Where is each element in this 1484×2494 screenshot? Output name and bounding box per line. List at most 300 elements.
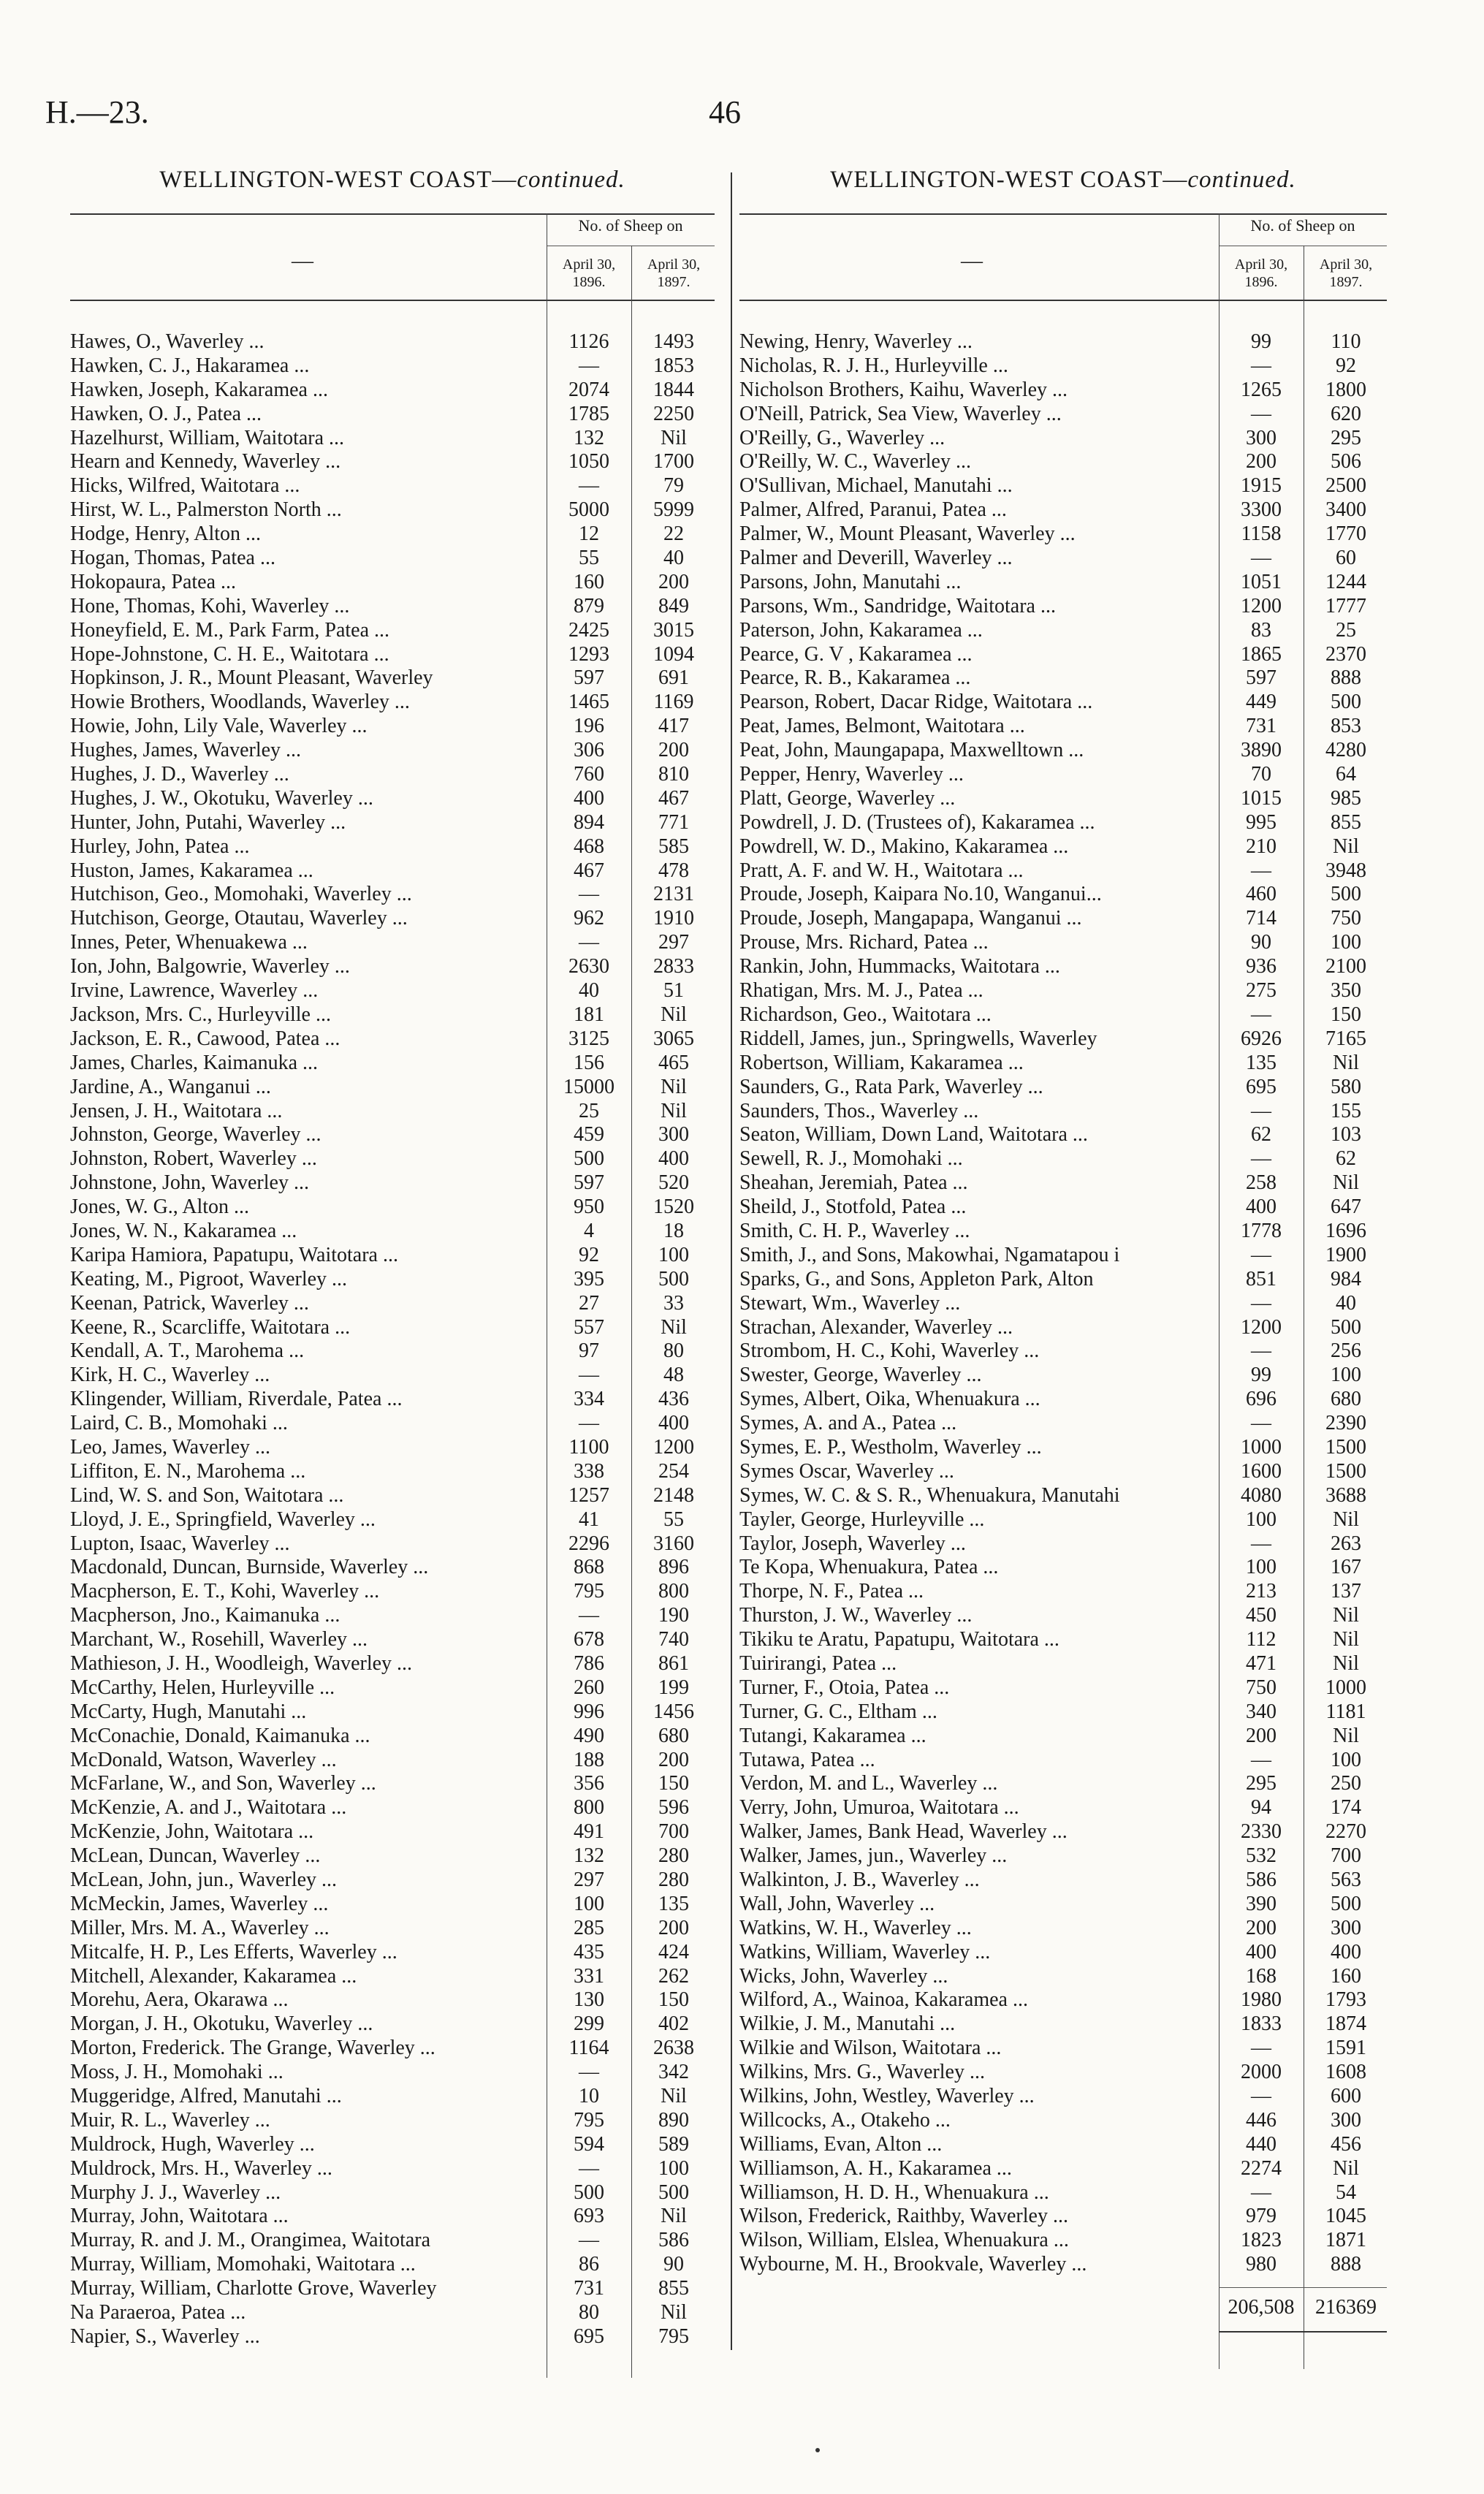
table-row — [70, 1893, 715, 1917]
sheep-1897: 506 — [1331, 450, 1361, 474]
owner-name: Verry, John, Umuroa, Waitotara ... — [739, 1796, 1019, 1820]
owner-name: Hutchison, Geo., Momohaki, Waverley ... — [70, 883, 412, 906]
sheep-1897: Nil — [1333, 1508, 1359, 1531]
owner-name: Keene, R., Scarcliffe, Waitotara ... — [70, 1315, 351, 1339]
owner-name: Rhatigan, Mrs. M. J., Patea ... — [739, 979, 983, 1003]
table-row — [739, 379, 1387, 403]
sheep-1896: 500 — [574, 1147, 604, 1171]
table-row — [739, 1796, 1387, 1820]
sheep-1896: 62 — [1251, 1123, 1271, 1147]
sheep-1896: 132 — [574, 426, 604, 449]
sheep-1897: 2500 — [1325, 474, 1366, 498]
table-row — [739, 403, 1387, 427]
owner-name: Hopkinson, J. R., Mount Pleasant, Waverley — [70, 666, 433, 690]
sheep-1897: Nil — [1333, 1604, 1359, 1627]
sheep-1897: 280 — [658, 1868, 689, 1891]
owner-name: Ion, John, Balgowrie, Waverley ... — [70, 955, 350, 978]
owner-name: McFarlane, W., and Son, Waverley ... — [70, 1772, 376, 1795]
sheep-1896: 500 — [574, 2181, 604, 2204]
sheep-1897: 3065 — [653, 1027, 694, 1050]
sheep-1896: 851 — [1246, 1267, 1276, 1290]
sheep-1897: 7165 — [1325, 1027, 1366, 1050]
sheep-1897: 1800 — [1325, 378, 1366, 401]
sheep-1897: 800 — [658, 1580, 689, 1603]
owner-name: Stewart, Wm., Waverley ... — [739, 1291, 961, 1315]
sheep-1897: 589 — [658, 2132, 689, 2156]
sheep-1897: 400 — [658, 1147, 689, 1171]
table-row — [739, 1580, 1387, 1604]
owner-name: Pearce, R. B., Kakaramea ... — [739, 666, 971, 690]
sheep-1897: 199 — [658, 1676, 689, 1699]
owner-name: Taylor, Joseph, Waverley ... — [739, 1532, 966, 1555]
sheep-1897: Nil — [1333, 2156, 1359, 2180]
owner-name: Hodge, Henry, Alton ... — [70, 522, 262, 546]
table-row — [70, 1700, 715, 1725]
sheep-1896: 2000 — [1241, 2061, 1282, 2084]
sheep-1897: 2131 — [653, 883, 694, 906]
sheep-1896: 300 — [1246, 426, 1276, 449]
sheep-1897: 680 — [658, 1724, 689, 1747]
owner-name: Hughes, J. D., Waverley ... — [70, 763, 289, 786]
owner-name: Innes, Peter, Whenuakewa ... — [70, 931, 308, 954]
sheep-1897: 3400 — [1325, 498, 1366, 522]
sheep-1896: 200 — [1246, 1916, 1276, 1939]
sheep-1896: 83 — [1251, 618, 1271, 642]
sheep-1897: 90 — [663, 2253, 684, 2276]
table-row — [739, 1436, 1387, 1460]
owner-name: Lind, W. S. and Son, Waitotara ... — [70, 1483, 344, 1507]
sheep-1897: 5999 — [653, 498, 694, 522]
table-row — [70, 1988, 715, 2012]
sheep-1897: Nil — [661, 2085, 687, 2108]
table-row — [739, 979, 1387, 1003]
sheep-1897: 18 — [663, 1219, 684, 1242]
owner-name: Hawken, C. J., Hakaramea ... — [70, 354, 310, 377]
owner-name: Robertson, William, Kakaramea ... — [739, 1051, 1024, 1074]
sheep-1896: 3890 — [1241, 739, 1282, 762]
owner-name: Wilkie, J. M., Manutahi ... — [739, 2012, 956, 2036]
owner-name: Thurston, J. W., Waverley ... — [739, 1604, 973, 1627]
owner-name: Hirst, W. L., Palmerston North ... — [70, 498, 342, 522]
sheep-1897: 1777 — [1325, 594, 1366, 617]
sheep-1897: 1181 — [1325, 1700, 1366, 1723]
owner-name: Leo, James, Waverley ... — [70, 1435, 271, 1459]
sheep-1897: 1696 — [1325, 1219, 1366, 1242]
sheep-1896: 597 — [574, 1171, 604, 1195]
sheep-1896: 490 — [574, 1724, 604, 1747]
table-row — [739, 2253, 1387, 2277]
sheep-1897: 771 — [658, 810, 689, 834]
sheep-1896: 40 — [579, 979, 599, 1003]
table-row — [739, 450, 1387, 474]
sheep-1896: 213 — [1246, 1580, 1276, 1603]
left-group-label: No. of Sheep on — [578, 216, 683, 235]
sheep-1897: 100 — [658, 2156, 689, 2180]
sheep-1897: 48 — [663, 1364, 684, 1387]
sheep-1897: 40 — [1336, 1291, 1356, 1315]
owner-name: Swester, George, Waverley ... — [739, 1364, 982, 1387]
table-row — [739, 1700, 1387, 1725]
table-row — [70, 474, 715, 498]
table-row — [70, 1076, 715, 1100]
sheep-1897: 861 — [658, 1651, 689, 1675]
owner-name: Peat, James, Belmont, Waitotara ... — [739, 715, 1025, 738]
owner-name: Marchant, W., Rosehill, Waverley ... — [70, 1628, 368, 1651]
sheep-1897: 262 — [658, 1964, 689, 1988]
table-row — [70, 619, 715, 643]
owner-name: Thorpe, N. F., Patea ... — [739, 1580, 924, 1603]
owner-name: McKenzie, John, Waitotara ... — [70, 1820, 314, 1844]
owner-name: Morgan, J. H., Okotuku, Waverley ... — [70, 2012, 373, 2036]
owner-name: Hicks, Wilfred, Waitotara ... — [70, 474, 300, 498]
sheep-1897: 2638 — [653, 2037, 694, 2060]
table-row — [70, 2157, 715, 2181]
owner-name: McCarty, Hugh, Manutahi ... — [70, 1700, 307, 1723]
sheep-1896: — — [1251, 354, 1271, 377]
owner-name: Johnston, Robert, Waverley ... — [70, 1147, 317, 1171]
sheep-1897: 580 — [1331, 1075, 1361, 1098]
sheep-1897: 750 — [1331, 907, 1361, 930]
sheep-1897: 150 — [658, 1772, 689, 1795]
table-row — [739, 811, 1387, 835]
table-row — [70, 1364, 715, 1388]
sheep-1896: 299 — [574, 2012, 604, 2036]
table-row — [739, 1868, 1387, 1893]
sheep-1897: 500 — [658, 1267, 689, 1290]
sheep-1896: 6926 — [1241, 1027, 1282, 1050]
owner-name: O'Neill, Patrick, Sea View, Waverley ... — [739, 402, 1062, 425]
owner-name: Hawken, Joseph, Kakaramea ... — [70, 378, 328, 401]
right-col2-header — [1304, 256, 1388, 291]
sheep-1896: 400 — [1246, 1940, 1276, 1963]
table-row — [70, 2133, 715, 2157]
table-row — [70, 1749, 715, 1773]
sheep-1896: 356 — [574, 1772, 604, 1795]
sheep-1897: 1244 — [1325, 570, 1366, 593]
table-row — [70, 498, 715, 522]
sheep-1896: 70 — [1251, 763, 1271, 786]
sheep-1897: 3015 — [653, 618, 694, 642]
sheep-1897: 200 — [658, 570, 689, 593]
sheep-1896: 2630 — [568, 955, 609, 978]
owner-name: Symes, W. C. & S. R., Whenuakura, Manutahi — [739, 1483, 1120, 1507]
sheep-1897: 2148 — [653, 1483, 694, 1507]
sheep-1897: 300 — [1331, 1916, 1361, 1939]
sheep-1897: 436 — [658, 1388, 689, 1411]
owner-name: Riddell, James, jun., Springwells, Waverley — [739, 1027, 1097, 1050]
sheep-1897: 3948 — [1325, 859, 1366, 882]
table-row — [70, 595, 715, 619]
sheep-1897: 297 — [658, 931, 689, 954]
sheep-1896: — — [1251, 2085, 1271, 2108]
sheep-1897: 100 — [658, 1243, 689, 1266]
owner-name: Hutchison, George, Otautau, Waverley ... — [70, 907, 408, 930]
owner-name: Jones, W. G., Alton ... — [70, 1195, 250, 1219]
owner-name: Lupton, Isaac, Waverley ... — [70, 1532, 290, 1555]
sheep-1897: 100 — [1331, 931, 1361, 954]
sheep-1896: 440 — [1246, 2132, 1276, 2156]
sheep-1896: 306 — [574, 739, 604, 762]
sheep-1896: 696 — [1246, 1388, 1276, 1411]
sheep-1897: Nil — [1333, 1628, 1359, 1651]
sheep-1897: 33 — [663, 1291, 684, 1315]
table-row — [70, 1725, 715, 1749]
sheep-1896: 168 — [1246, 1964, 1276, 1988]
sheep-1897: 54 — [1336, 2181, 1356, 2204]
owner-name: James, Charles, Kaimanuka ... — [70, 1051, 319, 1074]
sheep-1897: 456 — [1331, 2132, 1361, 2156]
table-row — [739, 619, 1387, 643]
sheep-1896: 1015 — [1241, 786, 1282, 810]
table-row — [739, 330, 1387, 354]
sheep-1897: 295 — [1331, 426, 1361, 449]
sheep-1896: 868 — [574, 1556, 604, 1579]
owner-name: Keenan, Patrick, Waverley ... — [70, 1291, 309, 1315]
sheep-1897: 1793 — [1325, 1988, 1366, 2012]
sheep-1897: 1500 — [1325, 1435, 1366, 1459]
owner-name: Hogan, Thomas, Patea ... — [70, 547, 275, 570]
sheep-1896: 1200 — [1241, 1315, 1282, 1339]
owner-name: McCarthy, Helen, Hurleyville ... — [70, 1676, 335, 1699]
sheep-1897: 200 — [658, 1748, 689, 1771]
owner-name: McLean, Duncan, Waverley ... — [70, 1844, 321, 1868]
sheep-1897: 135 — [658, 1892, 689, 1915]
table-row — [70, 2037, 715, 2061]
owner-name: Murray, William, Momohaki, Waitotara ... — [70, 2253, 416, 2276]
sheep-1897: 1608 — [1325, 2061, 1366, 2084]
sheep-1896: 467 — [574, 859, 604, 882]
table-row — [70, 907, 715, 931]
sheep-1896: — — [579, 1604, 599, 1627]
sheep-1896: 2274 — [1241, 2156, 1282, 2180]
table-row — [70, 955, 715, 979]
table-row — [70, 811, 715, 835]
table-row — [739, 1339, 1387, 1364]
table-row — [739, 1076, 1387, 1100]
owner-name: Symes, Albert, Oika, Whenuakura ... — [739, 1388, 1040, 1411]
owner-name: Muldrock, Mrs. H., Waverley ... — [70, 2156, 332, 2180]
sheep-1897: 1853 — [653, 354, 694, 377]
table-row — [739, 739, 1387, 763]
table-row — [739, 1893, 1387, 1917]
sheep-1896: 1833 — [1241, 2012, 1282, 2036]
owner-name: Saunders, Thos., Waverley ... — [739, 1099, 979, 1122]
sheep-1896: 258 — [1246, 1171, 1276, 1195]
sheep-1897: 563 — [1331, 1868, 1361, 1891]
sheep-1896: 295 — [1246, 1772, 1276, 1795]
sheep-1897: 160 — [1331, 1964, 1361, 1988]
table-row — [70, 1941, 715, 1965]
sheep-1896: — — [1251, 402, 1271, 425]
sheep-1896: — — [1251, 1099, 1271, 1122]
sheep-1896: 1257 — [568, 1483, 609, 1507]
sheep-1897: Nil — [661, 2301, 687, 2324]
sheep-1896: 1050 — [568, 450, 609, 474]
sheep-1896: 99 — [1251, 1364, 1271, 1387]
table-row — [739, 1844, 1387, 1868]
right-title-text: WELLINGTON-WEST COAST— — [830, 167, 1188, 193]
sheep-1896: 181 — [574, 1003, 604, 1026]
sheep-1896: 1785 — [568, 402, 609, 425]
right-col1-line2: 1896. — [1244, 274, 1278, 290]
sheep-1896: 586 — [1246, 1868, 1276, 1891]
sheep-1897: 691 — [658, 666, 689, 690]
table-row — [739, 2037, 1387, 2061]
sheep-1896: 950 — [574, 1195, 604, 1219]
owner-name: Richardson, Geo., Waitotara ... — [739, 1003, 992, 1026]
table-row — [739, 427, 1387, 451]
table-row — [70, 2301, 715, 2325]
sheep-1897: Nil — [1333, 1651, 1359, 1675]
owner-name: Walker, James, jun., Waverley ... — [739, 1844, 1008, 1868]
sheep-1896: 334 — [574, 1388, 604, 1411]
sheep-1896: 678 — [574, 1628, 604, 1651]
owner-name: Palmer and Deverill, Waverley ... — [739, 547, 1013, 570]
table-row — [739, 1003, 1387, 1027]
owner-name: Strombom, H. C., Kohi, Waverley ... — [739, 1339, 1040, 1363]
sheep-1896: 1778 — [1241, 1219, 1282, 1242]
sheep-1897: 1200 — [653, 1435, 694, 1459]
owner-name: Mathieson, J. H., Woodleigh, Waverley ... — [70, 1651, 413, 1675]
table-row — [739, 1725, 1387, 1749]
sheep-1896: — — [579, 883, 599, 906]
sheep-1897: 400 — [658, 1412, 689, 1435]
owner-name: Macdonald, Duncan, Burnside, Waverley ... — [70, 1556, 429, 1579]
owner-name: Strachan, Alexander, Waverley ... — [739, 1315, 1013, 1339]
sheep-1896: 297 — [574, 1868, 604, 1891]
sheep-1896: 112 — [1246, 1628, 1276, 1651]
sheep-1897: 888 — [1331, 666, 1361, 690]
sheep-1897: 795 — [658, 2324, 689, 2348]
sheep-1897: 1844 — [653, 378, 694, 401]
sheep-1897: 465 — [658, 1051, 689, 1074]
sheep-1897: 417 — [658, 715, 689, 738]
left-col2-line1: April 30, — [647, 256, 701, 273]
owner-name: Jackson, E. R., Cawood, Patea ... — [70, 1027, 340, 1050]
sheep-1896: 41 — [579, 1508, 599, 1531]
owner-name: Hughes, James, Waverley ... — [70, 739, 302, 762]
sheep-1897: 3160 — [653, 1532, 694, 1555]
table-row — [739, 907, 1387, 931]
sheep-1897: 890 — [658, 2108, 689, 2132]
sheep-1896: — — [1251, 1532, 1271, 1555]
table-row — [739, 1628, 1387, 1652]
sheep-1896: 2074 — [568, 378, 609, 401]
sheep-1897: 100 — [1331, 1748, 1361, 1771]
table-row — [70, 1868, 715, 1893]
sheep-1896: 80 — [579, 2301, 599, 2324]
table-row — [739, 2012, 1387, 2037]
table-row — [739, 1292, 1387, 1316]
right-rows — [739, 330, 1387, 2277]
table-row — [70, 450, 715, 474]
sheep-1897: 620 — [1331, 402, 1361, 425]
table-row — [739, 2157, 1387, 2181]
sheep-1896: 995 — [1246, 810, 1276, 834]
sheep-1896: 695 — [574, 2324, 604, 2348]
sheep-1897: Nil — [661, 426, 687, 449]
owner-name: Wilkins, Mrs. G., Waverley ... — [739, 2061, 985, 2084]
owner-name: Muldrock, Hugh, Waverley ... — [70, 2132, 315, 2156]
table-row — [70, 1820, 715, 1844]
sheep-1896: 1293 — [568, 642, 609, 666]
sheep-1897: 80 — [663, 1339, 684, 1363]
owner-name: Parsons, Wm., Sandridge, Waitotara ... — [739, 594, 1056, 617]
table-row — [739, 1772, 1387, 1796]
owner-name: Turner, G. C., Eltham ... — [739, 1700, 937, 1723]
owner-name: Seaton, William, Down Land, Waitotara ... — [739, 1123, 1088, 1147]
sheep-1896: 4080 — [1241, 1483, 1282, 1507]
owner-name: Muir, R. L., Waverley ... — [70, 2108, 270, 2132]
sheep-1897: 300 — [658, 1123, 689, 1147]
sheep-1897: 500 — [1331, 883, 1361, 906]
table-row — [739, 1388, 1387, 1412]
owner-name: Murray, R. and J. M., Orangimea, Waitotara — [70, 2229, 431, 2252]
table-row — [70, 1003, 715, 1027]
table-row — [739, 571, 1387, 595]
table-row — [70, 1532, 715, 1556]
right-total-top-rule — [1219, 2287, 1387, 2288]
sheep-1896: 99 — [1251, 330, 1271, 353]
owner-name: Hunter, John, Putahi, Waverley ... — [70, 810, 346, 834]
table-row — [70, 2205, 715, 2229]
sheep-1897: 810 — [658, 763, 689, 786]
owner-name: Tayler, George, Hurleyville ... — [739, 1508, 985, 1531]
owner-name: McKenzie, A. and J., Waitotara ... — [70, 1796, 347, 1820]
right-col1-line1: April 30, — [1234, 256, 1288, 273]
sheep-1897: 647 — [1331, 1195, 1361, 1219]
sheep-1896: 695 — [1246, 1075, 1276, 1098]
owner-name: Symes, A. and A., Patea ... — [739, 1412, 957, 1435]
owner-name: Mitcalfe, H. P., Les Efferts, Waverley ... — [70, 1940, 397, 1963]
table-row — [70, 1052, 715, 1076]
sheep-1896: 400 — [1246, 1195, 1276, 1219]
owner-name: Te Kopa, Whenuakura, Patea ... — [739, 1556, 999, 1579]
sheep-1897: 1500 — [1325, 1459, 1366, 1483]
sheep-1897: 51 — [663, 979, 684, 1003]
owner-name: Smith, C. H. P., Waverley ... — [739, 1219, 970, 1242]
left-col2-header — [631, 256, 716, 291]
sheep-1897: 2370 — [1325, 642, 1366, 666]
sheep-1896: 731 — [1246, 715, 1276, 738]
sheep-1897: 1770 — [1325, 522, 1366, 546]
table-row — [739, 1268, 1387, 1292]
sheep-1897: 896 — [658, 1556, 689, 1579]
left-title — [70, 167, 715, 194]
sheep-1896: 731 — [574, 2277, 604, 2300]
table-row — [70, 427, 715, 451]
table-row — [739, 1027, 1387, 1052]
table-row — [70, 2061, 715, 2085]
owner-name: Jardine, A., Wanganui ... — [70, 1075, 271, 1098]
table-row — [739, 1123, 1387, 1147]
sheep-1897: 1045 — [1325, 2205, 1366, 2228]
table-row — [70, 1965, 715, 1989]
owner-name: Laird, C. B., Momohaki ... — [70, 1412, 288, 1435]
sheep-1897: 2833 — [653, 955, 694, 978]
sheep-1896: 130 — [574, 1988, 604, 2012]
owner-name: Wall, John, Waverley ... — [739, 1892, 935, 1915]
owner-name: Nicholson Brothers, Kaihu, Waverley ... — [739, 378, 1068, 401]
owner-name: McMeckin, James, Waverley ... — [70, 1892, 329, 1915]
sheep-1896: 92 — [579, 1243, 599, 1266]
sheep-1896: 2330 — [1241, 1820, 1282, 1844]
table-row — [70, 2229, 715, 2253]
sheep-1896: — — [579, 1364, 599, 1387]
table-row — [70, 1123, 715, 1147]
left-header-top-rule — [70, 213, 715, 215]
sheep-1897: 402 — [658, 2012, 689, 2036]
